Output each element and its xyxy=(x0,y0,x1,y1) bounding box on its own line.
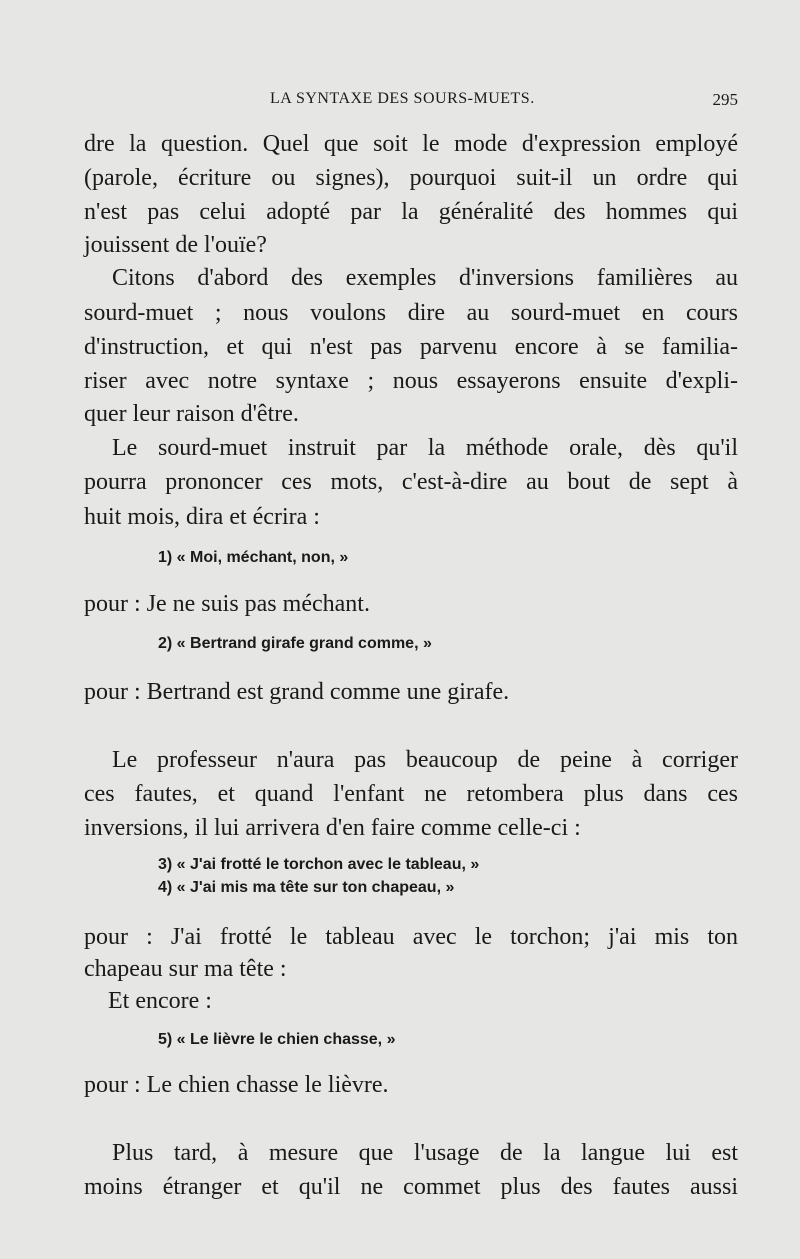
text-line: huit mois, dira et écrira : xyxy=(84,504,320,530)
text-line: moins étranger et qu'il ne commet plus des fautes aussi xyxy=(84,1174,738,1200)
example-1: 1) « Moi, méchant, non, » xyxy=(158,549,349,566)
text-line: d'instruction, et qui n'est pas parvenu encore à se familia- xyxy=(84,334,738,360)
text-line: Citons d'abord des exemples d'inversions familières au xyxy=(112,265,738,291)
text-line: sourd-muet ; nous voulons dire au sourd-muet en cours xyxy=(84,300,738,326)
text-line: chapeau sur ma tête : xyxy=(84,956,287,982)
text-line: pour : Bertrand est grand comme une girafe. xyxy=(84,679,510,705)
text-line: ces fautes, et quand l'enfant ne retombera plus dans ces xyxy=(84,781,738,807)
text-line: Le professeur n'aura pas beaucoup de peine à corriger xyxy=(112,747,738,773)
text-line: (parole, écriture ou signes), pourquoi suit-il un ordre qui xyxy=(84,165,738,191)
example-2: 2) « Bertrand girafe grand comme, » xyxy=(158,635,432,652)
text-line: pour : Le chien chasse le lièvre. xyxy=(84,1072,389,1098)
page-number: 295 xyxy=(712,90,738,109)
example-3: 3) « J'ai frotté le torchon avec le tableau, » xyxy=(158,856,480,873)
example-5: 5) « Le lièvre le chien chasse, » xyxy=(158,1031,396,1048)
text-line: n'est pas celui adopté par la généralité des hommes qui xyxy=(84,199,738,225)
text-line: dre la question. Quel que soit le mode d'expression employé xyxy=(84,131,738,157)
text-line: pour : Je ne suis pas méchant. xyxy=(84,591,370,617)
text-line: quer leur raison d'être. xyxy=(84,401,299,427)
text-line: riser avec notre syntaxe ; nous essayerons ensuite d'expli- xyxy=(84,368,738,394)
text-line: Et encore : xyxy=(108,988,212,1014)
running-title: LA SYNTAXE DES SOURS-MUETS. xyxy=(270,90,535,107)
text-line: pour : J'ai frotté le tableau avec le torchon; j'ai mis ton xyxy=(84,924,738,950)
example-4: 4) « J'ai mis ma tête sur ton chapeau, » xyxy=(158,879,455,896)
text-line: pourra prononcer ces mots, c'est-à-dire au bout de sept à xyxy=(84,469,738,495)
text-line: inversions, il lui arrivera d'en faire comme celle-ci : xyxy=(84,815,581,841)
text-line: jouissent de l'ouïe? xyxy=(84,232,267,258)
text-line: Le sourd-muet instruit par la méthode orale, dès qu'il xyxy=(112,435,738,461)
text-line: Plus tard, à mesure que l'usage de la langue lui est xyxy=(112,1140,738,1166)
